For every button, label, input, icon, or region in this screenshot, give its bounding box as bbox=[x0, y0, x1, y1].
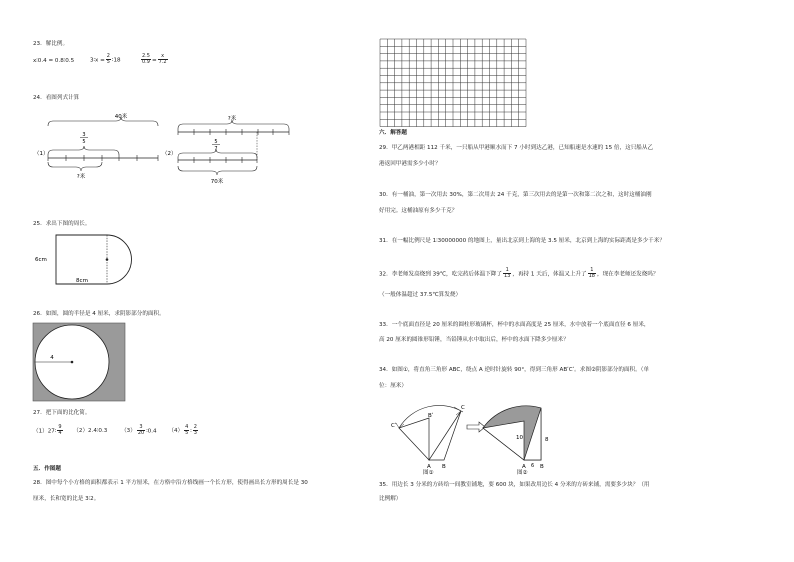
q34-figures bbox=[379, 397, 569, 475]
p1-top-label: 40米 bbox=[114, 114, 128, 120]
svg-text:B: B bbox=[442, 464, 446, 470]
p2-bottom-label: 70米 bbox=[210, 179, 224, 185]
svg-text:3: 3 bbox=[82, 132, 86, 138]
svg-text:10: 10 bbox=[516, 435, 523, 441]
svg-text:5: 5 bbox=[214, 139, 218, 145]
fig2-caption: 图② bbox=[517, 470, 528, 475]
q27-title: 27．把下面的比化简。 bbox=[33, 410, 91, 416]
p1-top-brace bbox=[48, 117, 158, 126]
radius-label: 4 bbox=[50, 355, 54, 361]
p2-top-label: ?米 bbox=[227, 116, 237, 122]
svg-text:7: 7 bbox=[214, 146, 218, 152]
q26-title: 26．如图，圆的半径是 4 厘米，求阴影部分的面积。 bbox=[33, 311, 165, 317]
q34-line-1: 34．如图①，将直角三角形 ABC，绕点 A 逆时针旋转 90°，得到三角形 ABʹCʹ。求图②阴影部分的面积。（单 bbox=[379, 367, 650, 373]
q26-shape bbox=[32, 322, 128, 404]
p2-label: （2） bbox=[162, 151, 177, 157]
q23-equation-2 bbox=[90, 54, 121, 66]
q35-line-2: 比例解） bbox=[379, 496, 402, 502]
p1-bottom-brace bbox=[48, 162, 102, 171]
q25-shape bbox=[32, 228, 142, 288]
q24-title: 24．看图列式计算 bbox=[33, 95, 80, 101]
eq2-fraction: $\frac{2}{5}$ bbox=[106, 53, 110, 66]
q23-equation-3: $\frac{2.5}{0.9}$ = $\frac{x}{7.2}$ bbox=[142, 53, 167, 66]
q23-title: 23．解比例。 bbox=[33, 41, 69, 47]
svg-text:C: C bbox=[461, 405, 465, 411]
svg-text:B: B bbox=[540, 464, 544, 470]
fig1-caption: 图① bbox=[423, 470, 434, 475]
svg-text:6: 6 bbox=[531, 463, 535, 469]
q32-line-1: 32．李老师发高烧到 39℃，吃完药后体温下降了 $\frac{1}{13}$ ，再持 1 天后，体温又上升了 $\frac{1}{18}$ ，现在李老师还发烧吗？ bbox=[379, 267, 659, 280]
q35-line-1: 35．用边长 3 分米的方砖给一间教室铺地，要 600 块，如果改用边长 4 分米的方砖来铺，需要多少块？（用 bbox=[379, 482, 650, 488]
q31-text: 31．在一幅比例尺是 1∶30000000 的地图上，量出北京到上海的是 3.5 厘米，北京到上海的实际距离是多少千米？ bbox=[379, 238, 665, 244]
q29-line-2: 港返回甲港需多少小时？ bbox=[379, 161, 441, 167]
q25-width-label: 8cm bbox=[76, 278, 88, 284]
q34-line-2: 位：厘米） bbox=[379, 383, 407, 389]
svg-text:8: 8 bbox=[545, 437, 549, 443]
p1-label: （1） bbox=[34, 151, 49, 157]
q30-line-2: 好用完。这桶油原有多少千克？ bbox=[379, 208, 458, 214]
p2-bottom-brace bbox=[178, 166, 257, 175]
q28-line-2: 厘米，长和宽的比是 3∶2。 bbox=[33, 496, 100, 502]
q23-equation-1: x∶0.4 = 0.8∶0.5 bbox=[33, 58, 75, 64]
q28-line-1: 28．图中每个小方格的面积都表示 1 平方厘米，在方格中沿方格线画一个长方形，使得画出长方形的周长是 30 bbox=[33, 480, 308, 486]
q30-line-1: 30．有一桶油，第一次用去 30%，第二次用去 24 千克，第三次用去的是第一次和第二次之和，这时这桶油刚 bbox=[379, 192, 652, 198]
rect-semicircle-outline bbox=[56, 235, 131, 284]
center-dot bbox=[106, 258, 109, 261]
svg-text:A: A bbox=[427, 464, 431, 470]
section-5-heading: 五．作图题 bbox=[33, 466, 61, 472]
svg-text:Bʹ: Bʹ bbox=[428, 413, 434, 419]
svg-text:Cʹ: Cʹ bbox=[391, 423, 397, 429]
q32-line-2: （一般体温超过 37.5℃算发烧） bbox=[379, 292, 462, 298]
eq2-right: ∶18 bbox=[111, 57, 121, 64]
eq2-left: 3∶x = bbox=[90, 57, 105, 64]
q24-line-diagrams bbox=[30, 110, 300, 192]
eq3-fraction-a: $\frac{2.5}{0.9}$ bbox=[142, 53, 150, 66]
q29-line-1: 29．甲乙两港相距 112 千米，一只船从甲港顺水而下 7 小时到达乙港，已知船速是水速的 15 倍，这只船从乙 bbox=[379, 145, 654, 151]
q33-line-1: 33．一个底面直径是 20 厘米的圆柱形玻璃杯，杯中的水面高度是 25 厘米，水中放着一个底面直径 6 厘米， bbox=[379, 322, 650, 328]
square-grid bbox=[379, 38, 527, 128]
q27-items: （1）27∶ $\frac{9}{4}$ （2）2.4∶0.3 （3） $\frac{3}{20}$ ∶0.4 （4） $\frac{4}{5}$ ∶ $\frac{2}{3}$ bbox=[33, 424, 197, 437]
q25-title: 25．求出下图的周长。 bbox=[33, 221, 91, 227]
q25-height-label: 6cm bbox=[35, 257, 47, 263]
svg-text:5: 5 bbox=[82, 139, 86, 145]
eq3-fraction-b: $\frac{x}{7.2}$ bbox=[158, 53, 167, 66]
p1-frac-brace bbox=[48, 146, 119, 155]
section-6-heading: 六．解答题 bbox=[379, 130, 407, 136]
p1-bottom-label: ?米 bbox=[76, 174, 86, 180]
q33-line-2: 高 20 厘米的圆锥形铅锤，当铅锤从水中取出后，杯中的水面下降多少厘米？ bbox=[379, 337, 569, 343]
svg-text:A: A bbox=[522, 464, 526, 470]
figure-2 bbox=[483, 406, 541, 460]
